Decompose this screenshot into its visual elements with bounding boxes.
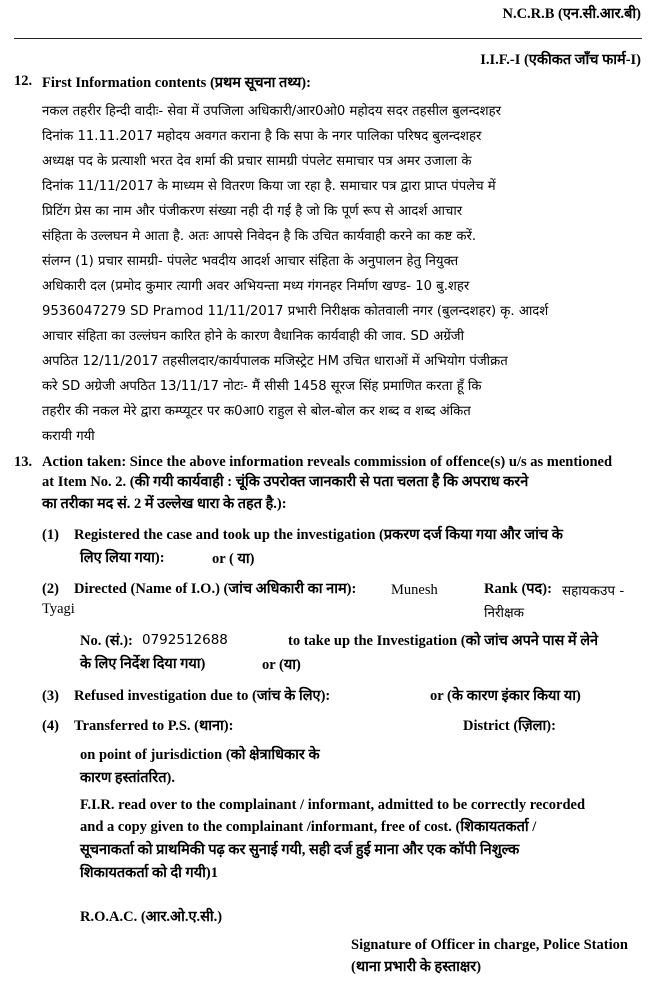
action-taken-line2: at Item No. 2. (की गयी कार्यवाही : चूंकि उपरोक्त जानकारी से पता चलता है कि अपराध करने — [42, 474, 529, 490]
action-taken-line1: Action taken: Since the above information reveals commission of offence(s) u/s as mentioned — [42, 454, 613, 470]
transferred-ps-label: Transferred to P.S. (थाना): — [74, 718, 234, 734]
take-up-investigation-label: to take up the Investigation (को जांच अपने पास में लेने — [288, 633, 599, 649]
signature-officer-label-hindi: (थाना प्रभारी के हस्ताक्षर) — [351, 959, 482, 975]
jurisdiction-label: on point of jurisdiction (को क्षेत्राधिकार के — [80, 747, 320, 763]
registered-case-label-cont: लिए लिया गया): — [80, 550, 165, 566]
fir-text-line: दिनांक 11.11.2017 महोदय अवगत कराना है कि सपा के नगर पालिका परिषद बुलन्दशहर — [42, 129, 482, 144]
directed-io-label: Directed (Name of I.O.) (जांच अधिकारी का नाम): — [74, 581, 357, 597]
item-2-or: or (या) — [262, 657, 301, 673]
rank-value-cont: निरीक्षक — [484, 605, 525, 621]
fir-readover-line4: शिकायतकर्ता को दी गयी)1 — [80, 865, 218, 881]
section-12-number: 12. — [14, 73, 33, 89]
item-1-or: or ( या) — [212, 551, 255, 567]
item-4-number: (4) — [42, 718, 59, 734]
section-13-number: 13. — [14, 454, 33, 470]
rank-label: Rank (पद): — [484, 581, 552, 597]
fir-text-line: करायी गयी — [42, 429, 95, 444]
fir-text-line: अपठित 12/11/2017 तहसीलदार/कार्यपालक मजिस्ट्रेट HM उचित धाराओं में अभियोग पंजीक्रत — [42, 354, 508, 369]
take-up-investigation-label-cont: के लिए निर्देश दिया गया) — [80, 656, 206, 672]
fir-text-line: नकल तहरीर हिन्दी वादीः- सेवा में उपजिला अधिकारी/आर0ओ0 महोदय सदर तहसील बुलन्दशहर — [42, 104, 502, 119]
item-3-or: or (के कारण इंकार किया या) — [430, 688, 581, 704]
form-title: I.I.F.-I (एकीकत जाँच फार्म-I) — [480, 52, 641, 68]
fir-text-line: अधिकारी दल (प्रमोद कुमार त्यागी अवर अभियन्ता मध्य गंगनहर निर्माण खण्ड- 10 बु.शहर — [42, 279, 470, 294]
fir-text-line: दिनांक 11/11/2017 के माध्यम से वितरण किया जा रहा है. समाचार पत्र द्वारा प्राप्त पंपलेच में — [42, 179, 496, 194]
district-label: District (ज़िला): — [463, 718, 556, 734]
ncrb-header: N.C.R.B (एन.सी.आर.बी) — [502, 6, 641, 22]
jurisdiction-label-cont: कारण हस्तांतरित). — [80, 770, 175, 786]
fir-text-line: प्रिटिंग प्रेस का नाम और पंजीकरण संख्या नही दी गई है जो कि पूर्ण रूप से आदर्श आचार — [42, 204, 463, 219]
item-1-number: (1) — [42, 527, 59, 543]
roac-label: R.O.A.C. (आर.ओ.ए.सी.) — [80, 909, 223, 925]
io-name-value: Munesh — [391, 582, 438, 598]
fir-text-line: 9536047279 SD Pramod 11/11/2017 प्रभारी निरीक्षक कोतवाली नगर (बुलन्दशहर) कृ. आदर्श — [42, 304, 549, 319]
item-2-number: (2) — [42, 581, 59, 597]
fir-readover-line1: F.I.R. read over to the complainant / informant, admitted to be correctly recorded — [80, 797, 586, 813]
number-label: No. (सं.): — [80, 633, 133, 649]
fir-text-line: करे SD अग्रेजी अपठित 13/11/17 नोटः- मैं सीसी 1458 सूरज सिंह प्रमाणित करता हूँ कि — [42, 379, 482, 394]
fir-text-line: अध्यक्ष पद के प्रत्याशी भरत देव शर्मा की प्रचार सामग्री पंपलेट समाचार पत्र अमर उजाला के — [42, 154, 472, 169]
number-value: 0792512688 — [142, 632, 228, 648]
fir-text-line: संलग्न (1) प्रचार सामग्री- पंपलेट भवदीय आदर्श आचार संहिता के अनुपालन हेतु नियुक्त — [42, 254, 459, 269]
refused-investigation-label: Refused investigation due to (जांच के लिए): — [74, 688, 331, 704]
fir-text-line: तहरीर की नकल मेरे द्वारा कम्प्यूटर पर क0आ0 राहुल से बोल-बोल कर शब्द व शब्द अंकित — [42, 404, 471, 419]
first-information-text — [42, 99, 647, 449]
fir-readover-line3: सूचनाकर्ता को प्राथमिकी पढ़ कर सुनाई गयी, सही दर्ज हुई माना और एक कॉपी निशुल्क — [80, 842, 520, 858]
item-3-number: (3) — [42, 688, 59, 704]
action-taken-line3: का तरीका मद सं. 2 में उल्लेख धारा के तहत है.): — [42, 496, 287, 512]
fir-text-line: आचार संहिता का उल्लंघन कारित होने के कारण वैधानिक कार्यवाही की जाव. SD अग्रेंजी — [42, 329, 464, 344]
io-name-value-cont: Tyagi — [42, 601, 75, 617]
registered-case-label: Registered the case and took up the investigation (प्रकरण दर्ज किया गया और जांच के — [74, 527, 563, 543]
section-12-title: First Information contents (प्रथम सूचना तथ्य): — [42, 75, 311, 91]
signature-officer-label: Signature of Officer in charge, Police Station — [351, 937, 628, 953]
header-divider — [14, 38, 642, 39]
rank-value: सहायकउप - — [562, 583, 625, 599]
fir-text-line: संहिता के उल्लघन मे आता है. अतः आपसे निवेदन है कि उचित कार्यवाही करने का कष्ट करें. — [42, 229, 477, 244]
fir-readover-line2: and a copy given to the complainant /informant, free of cost. (शिकायतकर्ता / — [80, 819, 537, 835]
